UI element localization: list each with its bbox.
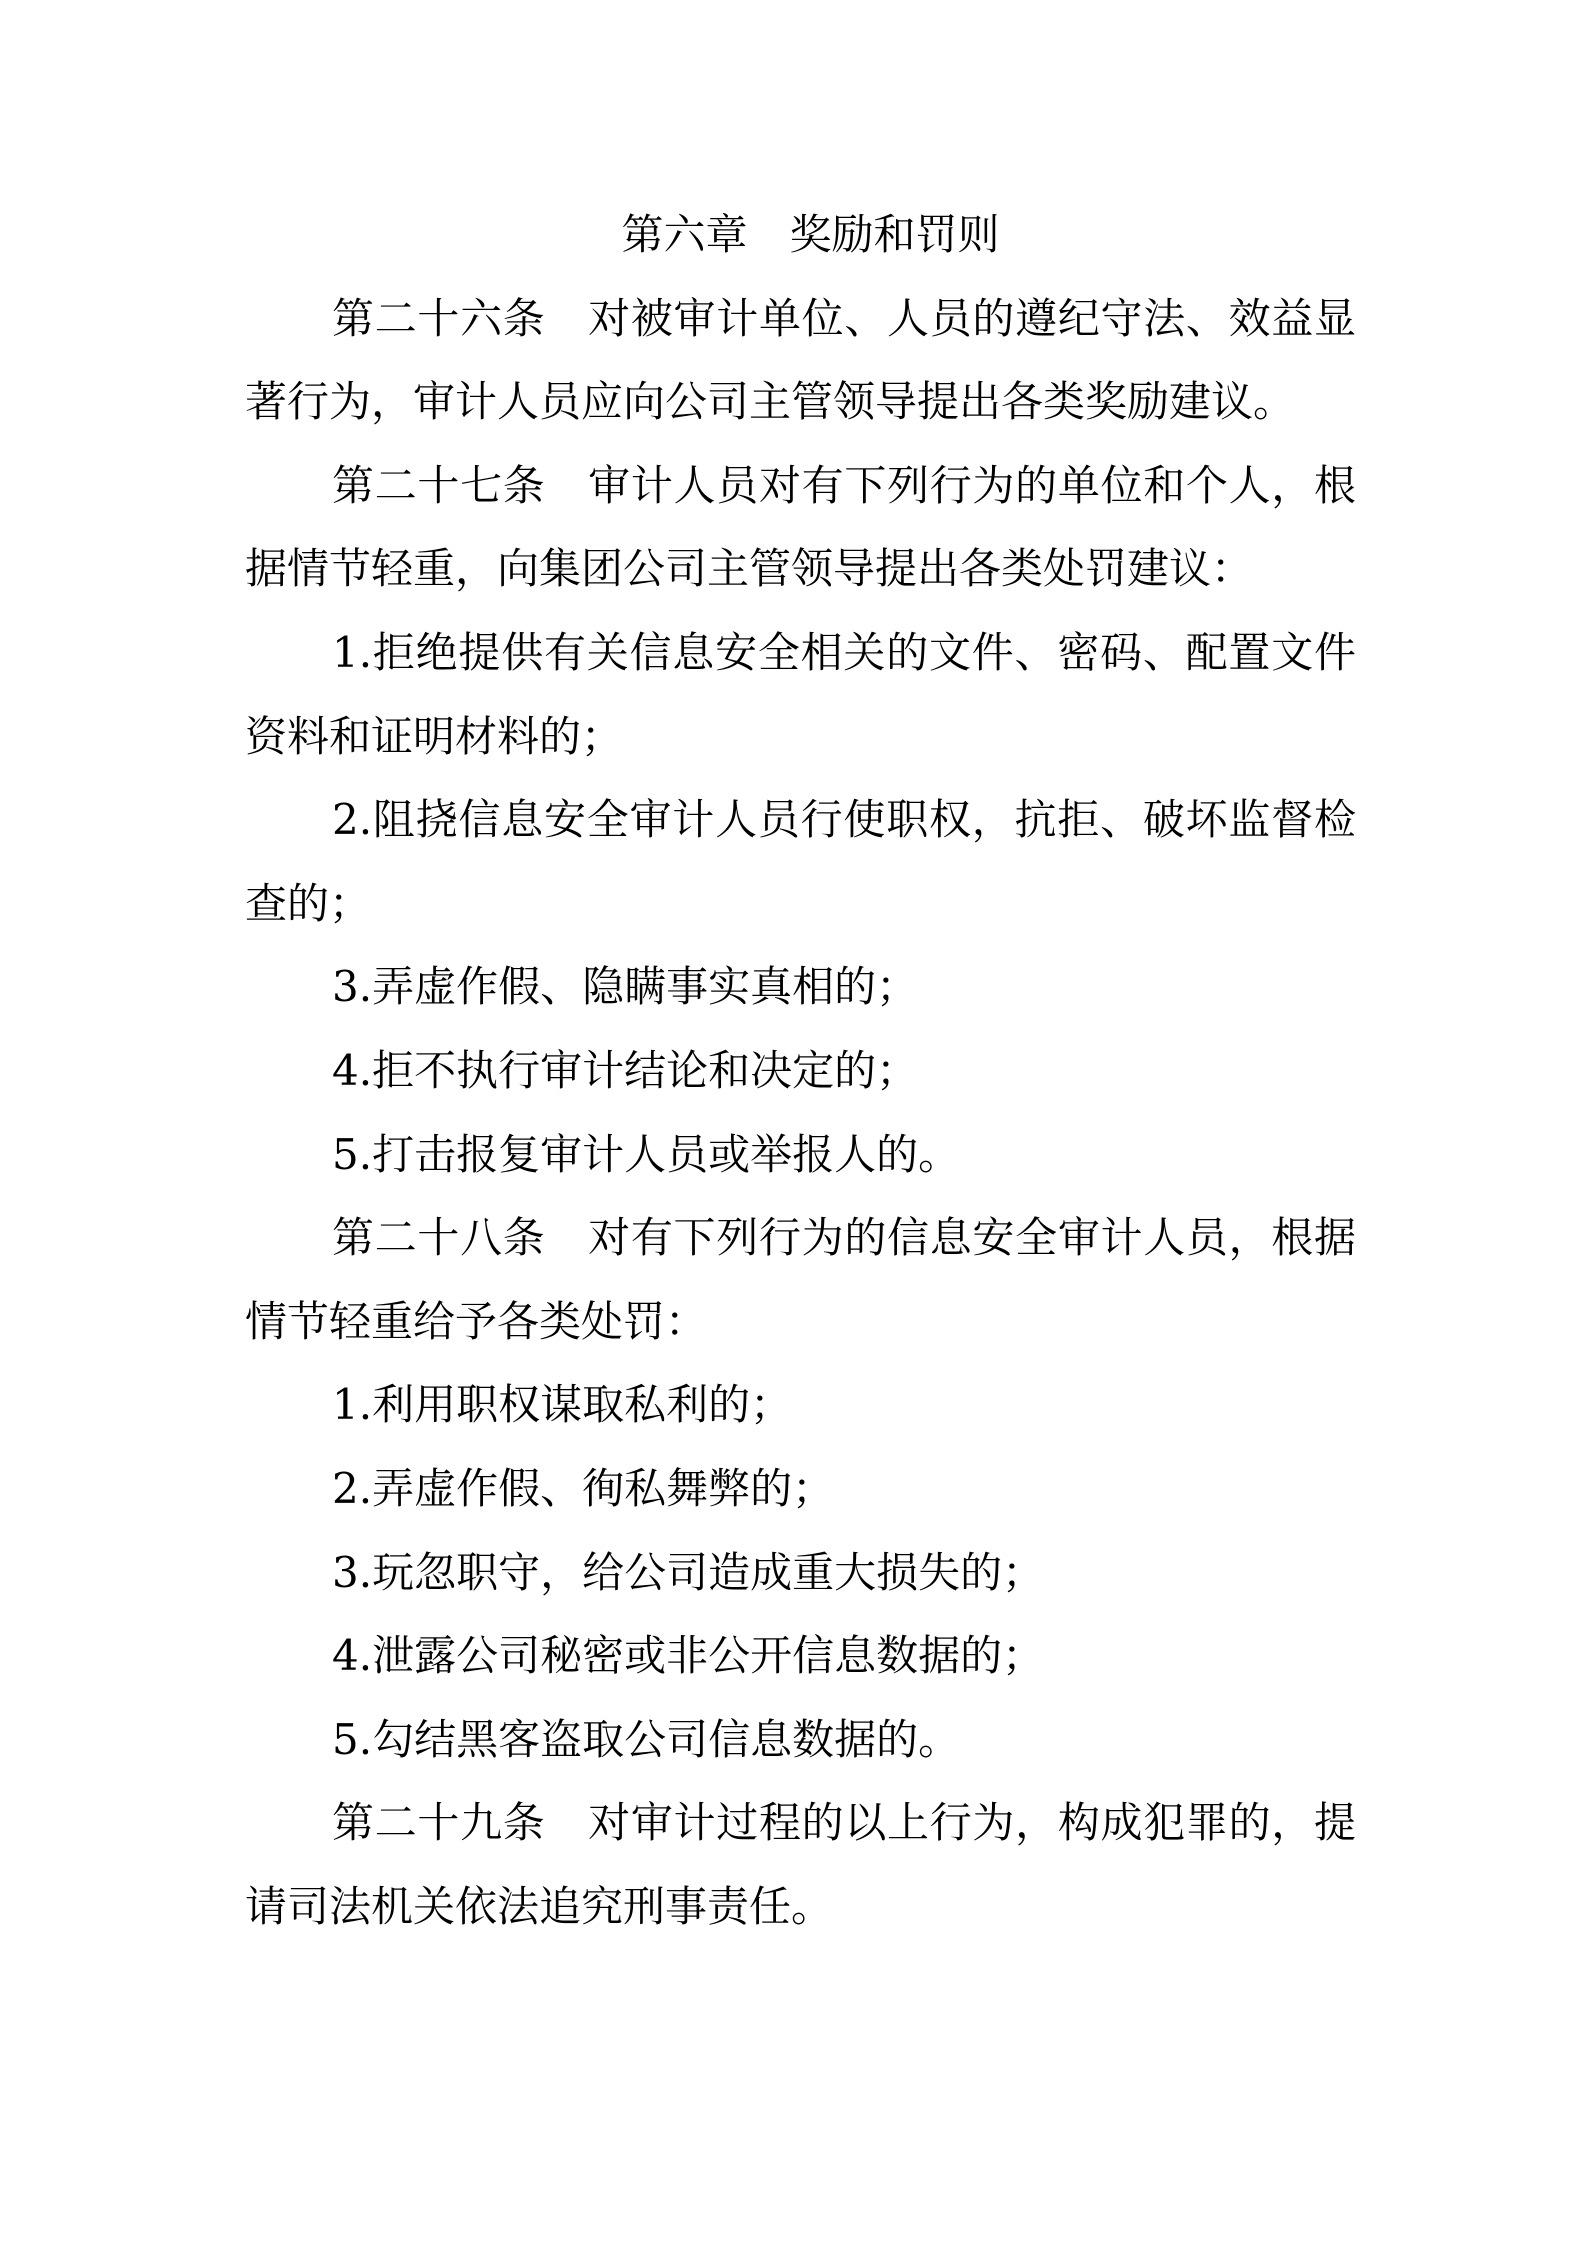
article-27-item-1-line-2: 资料和证明材料的； xyxy=(245,711,624,761)
article-28-item-4: 4.泄露公司秘密或非公开信息数据的； xyxy=(332,1631,1045,1681)
article-28-item-2: 2.弄虚作假、徇私舞弊的； xyxy=(332,1463,835,1513)
article-27-item-2-line-1: 2.阻挠信息安全审计人员行使职权，抗拒、破坏监督检 xyxy=(332,795,1356,845)
article-27-item-4: 4.拒不执行审计结论和决定的； xyxy=(332,1045,919,1095)
article-28-line-2: 情节轻重给予各类处罚： xyxy=(245,1296,708,1346)
article-27-item-1-line-1: 1.拒绝提供有关信息安全相关的文件、密码、配置文件 xyxy=(332,627,1356,677)
article-28-item-5: 5.勾结黑客盗取公司信息数据的。 xyxy=(332,1714,961,1764)
article-28-item-3: 3.玩忽职守，给公司造成重大损失的； xyxy=(332,1547,1045,1597)
article-27-item-2-line-2: 查的； xyxy=(245,878,372,928)
article-27-line-2: 据情节轻重，向集团公司主管领导提出各类处罚建议： xyxy=(245,544,1254,594)
article-28-item-1: 1.利用职权谋取私利的； xyxy=(332,1380,793,1430)
article-26-line-1: 第二十六条 对被审计单位、人员的遵纪守法、效益显 xyxy=(332,293,1356,343)
chapter-title: 第六章 奖励和罚则 xyxy=(621,210,1000,259)
article-27-line-1: 第二十七条 审计人员对有下列行为的单位和个人，根 xyxy=(332,460,1356,510)
article-28-line-1: 第二十八条 对有下列行为的信息安全审计人员，根据 xyxy=(332,1213,1356,1263)
article-26-line-2: 著行为，审计人员应向公司主管领导提出各类奖励建议。 xyxy=(245,377,1296,427)
article-29-line-2: 请司法机关依法追究刑事责任。 xyxy=(245,1881,834,1931)
article-27-item-5: 5.打击报复审计人员或举报人的。 xyxy=(332,1129,961,1179)
document-page xyxy=(245,193,1356,1948)
article-27-item-3: 3.弄虚作假、隐瞒事实真相的； xyxy=(332,962,919,1012)
article-29-line-1: 第二十九条 对审计过程的以上行为，构成犯罪的，提 xyxy=(332,1798,1356,1848)
